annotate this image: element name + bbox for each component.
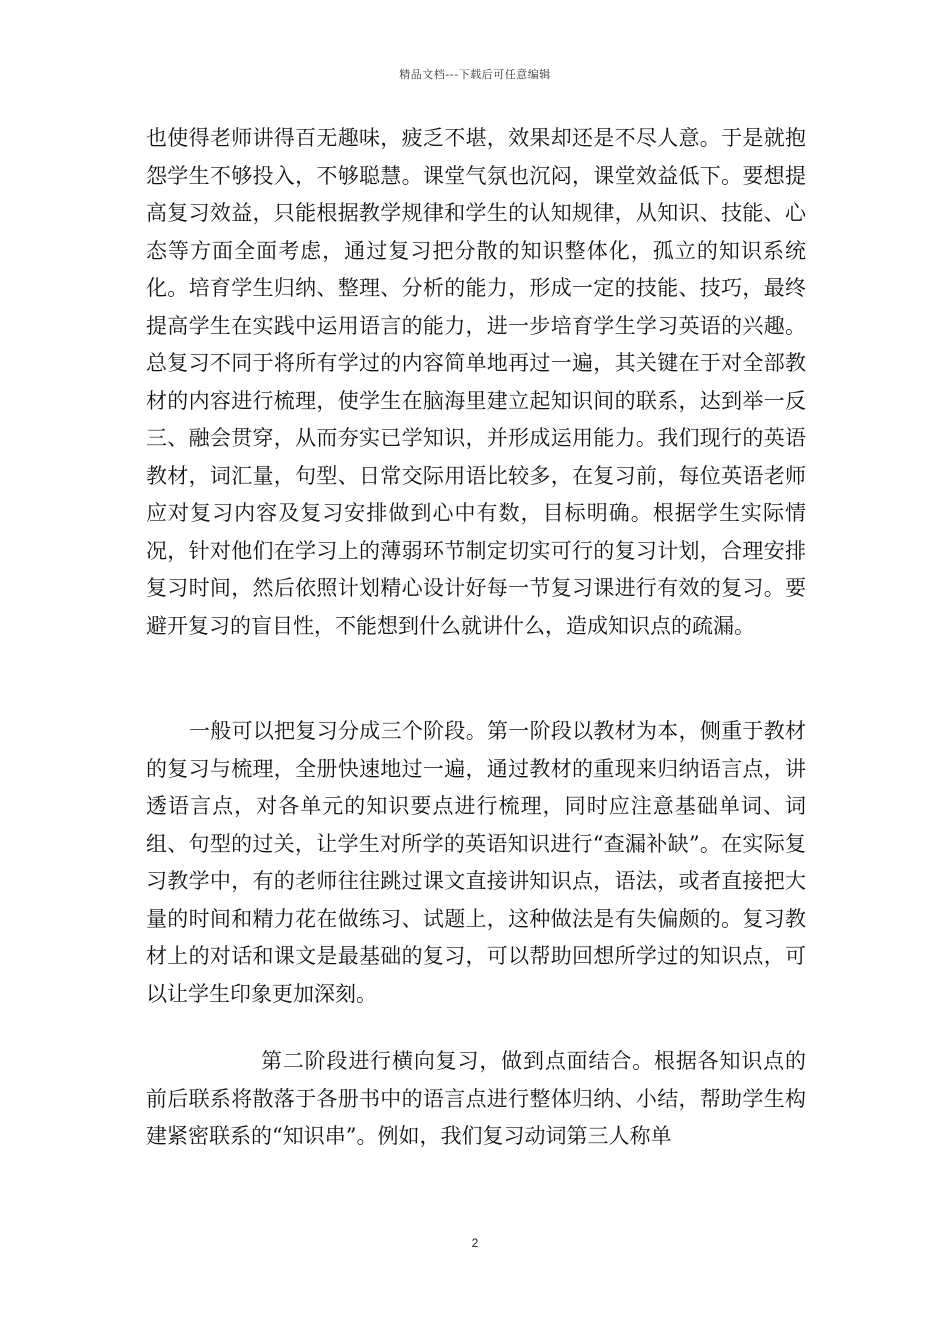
paragraph-2: 一般可以把复习分成三个阶段。第一阶段以教材为本，侧重于教材的复习与梳理，全册快速地过一遍，通过教材的重现来归纳语言点，讲透语言点，对各单元的知识要点进行梳理，同时应注意基础单词、词组、句型的过关，让学生对所学的英语知识进行“查漏补缺”。在实际复习教学中，有的老师往往跳过课文直接讲知识点，语法，或者直接把大量的时间和精力花在做练习、试题上，这种做法是有失偏颇的。复习教材上的对话和课文是最基础的复习，可以帮助回想所学过的知识点，可以让学生印象更加深刻。: [146, 719, 806, 1006]
page-number: 2: [471, 1236, 479, 1250]
page-header: 精品文档---下载后可任意编辑: [399, 68, 551, 81]
paragraph-1: 也使得老师讲得百无趣味，疲乏不堪，效果却还是不尽人意。于是就抱怨学生不够投入，不够聪慧。课堂气氛也沉闷，课堂效益低下。要想提高复习效益，只能根据教学规律和学生的认知规律，从知识、技能、心 态等方面全面考虑，通过复习把分散的知识整体化，孤立的知识系统化。培育学生归纳、整理、分析的能力，形成一定的技能、技巧，最终提高学生在实践中运用语言的能力，进一步培育学生学习英语的兴趣。总复习不同于将所有学过的内容简单地再过一遍，其关键在于对全部教材的内容进行梳理，使学生在脑海里建立起知识间的联系，达到举一反三、融会贯穿，从而夯实已学知识，并形成运用能力。我们现行的英语教材，词汇量，句型、日常交际用语比较多，在复习前，每位英语老师应对复习内容及复习安排做到心中有数，目标明确。根据学生实际情况，针对他们在学习上的薄弱环节制定切实可行的复习计划，合理安排复习时间，然后依照计划精心设计好每一节复习课进行有效的复习。要避开复习的盲目性，不能想到什么就讲什么，造成知识点的疏漏。: [146, 126, 806, 638]
paragraph-3: 第二阶段进行横向复习，做到点面结合。根据各知识点的前后联系将散落于各册书中的语言点进行整体归纳、小结，帮助学生构建紧密联系的“知识串”。例如，我们复习动词第三人称单: [146, 1049, 806, 1148]
document-body: [146, 120, 806, 1156]
